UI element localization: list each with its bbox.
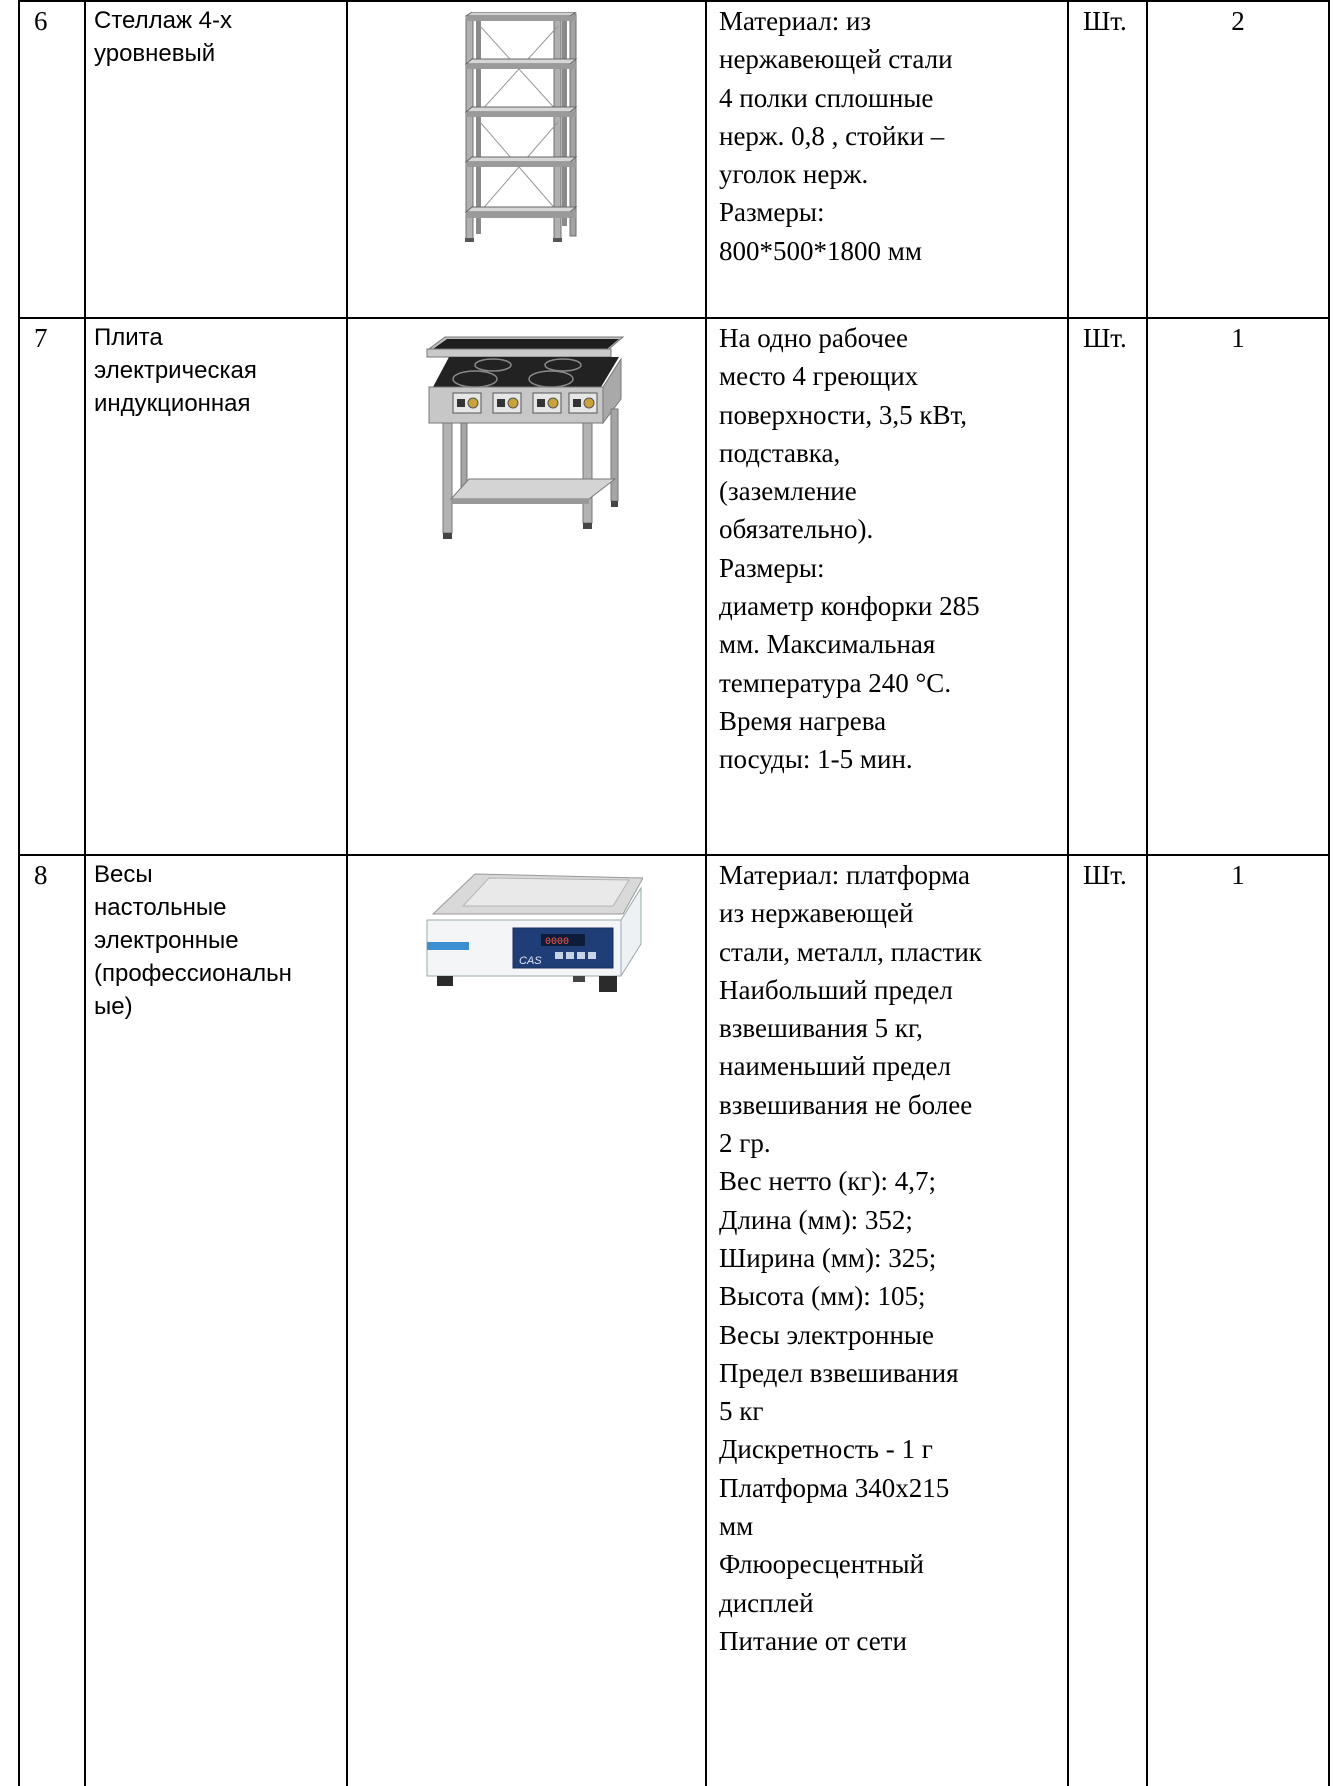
item-description [707, 2, 1067, 270]
item-name-line: Стеллаж 4-х [94, 7, 233, 34]
description-line: Дискретность - 1 г [719, 1434, 933, 1465]
description-line: Вес нетто (кг): 4,7; [719, 1166, 937, 1197]
quantity-cell [1147, 318, 1329, 855]
description-line: Размеры: [719, 552, 825, 583]
description-line: наименьший предел [719, 1051, 951, 1082]
description-line: Длина (мм): 352; [719, 1204, 913, 1235]
description-line: Флюоресцентный [719, 1549, 924, 1580]
unit-label: Шт. [1083, 323, 1127, 353]
description-line: взвешивания не более [719, 1089, 973, 1120]
item-name-cell [85, 855, 347, 1786]
electronic-scale-image [423, 864, 643, 999]
description-line: нержавеющей стали [719, 44, 953, 75]
item-name-line: настольные [94, 894, 227, 921]
metal-shelving-rack-image [458, 12, 588, 242]
description-line: дисплей [719, 1587, 814, 1618]
item-name-line: индукционная [94, 390, 251, 417]
item-name [86, 319, 346, 420]
item-name-cell [85, 318, 347, 855]
table-row [19, 1, 1329, 318]
row-number: 6 [34, 6, 48, 36]
item-name [86, 856, 346, 1023]
description-line: Время нагрева [719, 705, 887, 736]
item-name-cell [85, 1, 347, 318]
item-description-cell [706, 318, 1068, 855]
description-line: уголок нерж. [719, 159, 869, 190]
description-line: место 4 греющих [719, 361, 919, 392]
quantity-value: 1 [1231, 323, 1245, 353]
item-image-cell [347, 855, 706, 1786]
item-description-cell [706, 1, 1068, 318]
quantity-value: 1 [1231, 860, 1245, 890]
description-line: Материал: из [719, 6, 872, 36]
description-line: Ширина (мм): 325; [719, 1242, 937, 1273]
item-description [707, 856, 1067, 1660]
item-name-line: электрическая [94, 357, 257, 384]
item-name-line: ые) [94, 993, 133, 1020]
description-line: нерж. 0,8 , стойки – [719, 120, 945, 151]
table-row [19, 318, 1329, 855]
description-line: 800*500*1800 мм [719, 235, 922, 266]
scale-brand-label: CAS [519, 955, 542, 967]
description-line: На одно рабочее [719, 323, 908, 353]
item-name-line: электронные [94, 927, 239, 954]
description-line: стали, металл, пластик [719, 936, 982, 967]
description-line: температура 240 °С. [719, 667, 952, 698]
item-name [86, 2, 346, 70]
item-image-cell [347, 318, 706, 855]
description-line: диаметр конфорки 285 [719, 591, 980, 622]
table-row [19, 855, 1329, 1786]
unit-label: Шт. [1083, 860, 1127, 890]
item-name-line: уровневый [94, 40, 216, 67]
item-image-cell [347, 1, 706, 318]
item-name-line: (профессиональн [94, 960, 292, 987]
item-name-line: Весы [94, 861, 153, 888]
item-description-cell [706, 855, 1068, 1786]
unit-label: Шт. [1083, 6, 1127, 36]
description-line: (заземление [719, 476, 857, 507]
description-line: обязательно). [719, 514, 874, 545]
induction-stove-image [423, 329, 633, 554]
description-line: Размеры: [719, 197, 825, 228]
row-number-cell [19, 318, 85, 855]
description-line: мм. Максимальная [719, 629, 936, 660]
description-line: взвешивания 5 кг, [719, 1013, 923, 1044]
equipment-table [18, 0, 1330, 1786]
description-line: мм [719, 1511, 754, 1542]
quantity-cell [1147, 855, 1329, 1786]
description-line: посуды: 1-5 мин. [719, 744, 913, 775]
description-line: Предел взвешивания [719, 1357, 959, 1388]
description-line: Платформа 340х215 [719, 1472, 950, 1503]
description-line: 4 полки сплошные [719, 82, 934, 113]
scale-display-reading: 0000 [545, 937, 570, 948]
item-name-line: Плита [94, 324, 163, 351]
row-number-cell [19, 1, 85, 318]
row-number-cell [19, 855, 85, 1786]
description-line: Питание от сети [719, 1625, 907, 1656]
description-line: из нержавеющей [719, 898, 914, 929]
item-description [707, 319, 1067, 779]
description-line: 5 кг [719, 1396, 764, 1427]
unit-cell [1068, 1, 1147, 318]
row-number: 8 [34, 860, 48, 890]
quantity-cell [1147, 1, 1329, 318]
quantity-value: 2 [1231, 6, 1245, 36]
description-line: Весы электронные [719, 1319, 935, 1350]
unit-cell [1068, 855, 1147, 1786]
row-number: 7 [34, 323, 48, 353]
description-line: Материал: платформа [719, 860, 970, 890]
description-line: Высота (мм): 105; [719, 1281, 926, 1312]
description-line: подставка, [719, 437, 841, 468]
description-line: Наибольший предел [719, 974, 953, 1005]
unit-cell [1068, 318, 1147, 855]
description-line: поверхности, 3,5 кВт, [719, 399, 968, 430]
description-line: 2 гр. [719, 1128, 771, 1159]
